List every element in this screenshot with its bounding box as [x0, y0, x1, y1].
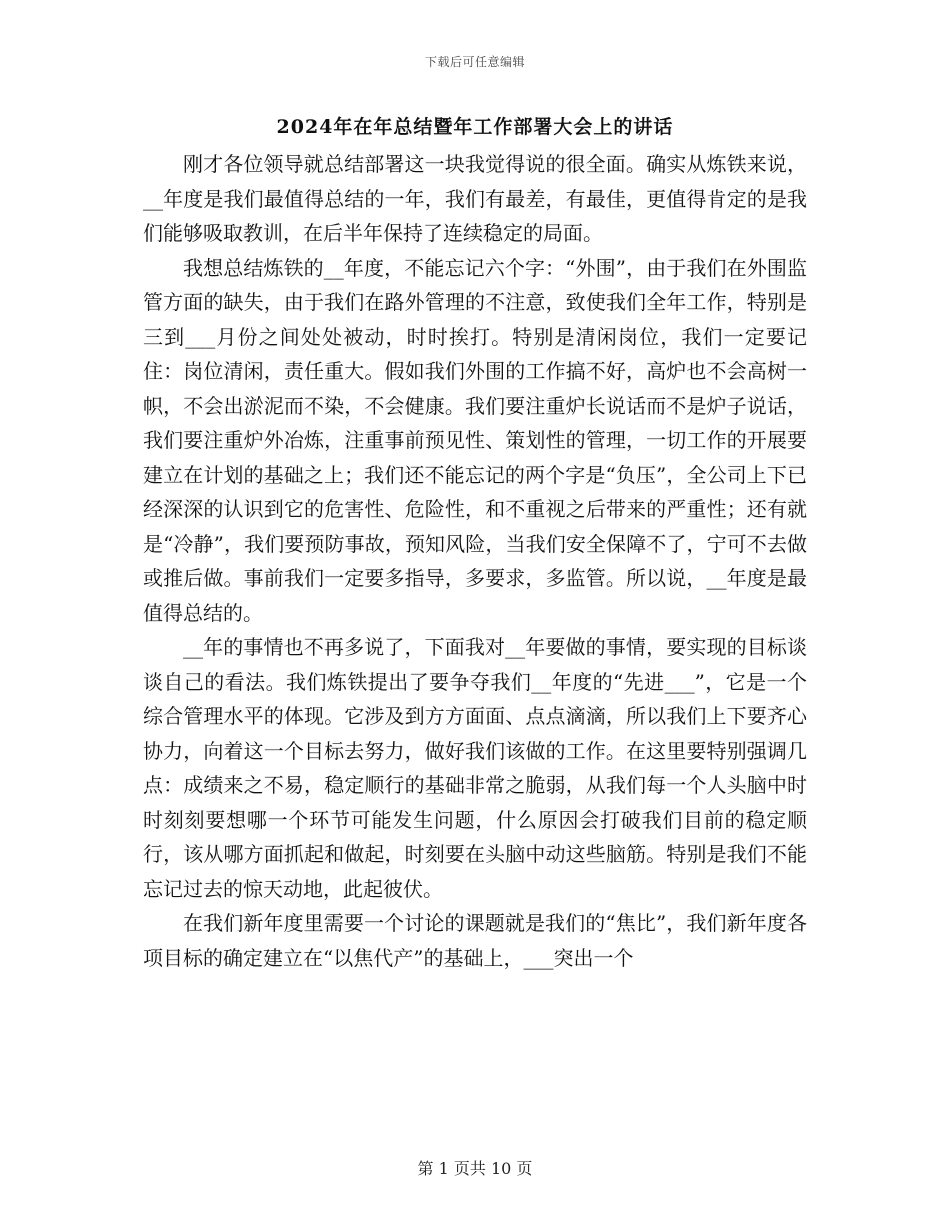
paragraph: __年的事情也不再多说了，下面我对__年要做的事情，要实现的目标谈谈自己的看法。我们炼铁提出了要争夺我们__年度的“先进___”，它是一个综合管理水平的体现。它涉及到方方面面、点点滴滴，所以我们上下要齐心协力，向着这一个目标去努力，做好我们该做的工作。在这里要特别强调几点：成绩来之不易，稳定顺行的基础非常之脆弱，从我们每一个人头脑中时时刻刻要想哪一个环节可能发生问题，什么原因会打破我们目前的稳定顺行，该从哪方面抓起和做起，时刻要在头脑中动这些脑筋。特别是我们不能忘记过去的惊天动地，此起彼伏。: [143, 635, 807, 901]
paragraph: 刚才各位领导就总结部署这一块我觉得说的很全面。确实从炼铁来说，__年度是我们最值得总结的一年，我们有最差，有最佳，更值得肯定的是我们能够吸取教训，在后半年保持了连续稳定的局面。: [143, 152, 807, 245]
paragraph: 在我们新年度里需要一个讨论的课题就是我们的“焦比”，我们新年度各项目标的确定建立在“以焦代产”的基础上，___突出一个: [143, 911, 807, 970]
document-title: 2024年在年总结暨年工作部署大会上的讲话: [276, 116, 674, 138]
header-note: 下载后可任意编辑: [424, 55, 525, 69]
page-number: 第 1 页共 10 页: [417, 1159, 533, 1178]
document-body: [143, 147, 807, 975]
paragraph: 我想总结炼铁的__年度，不能忘记六个字：“外围”，由于我们在外围监管方面的缺失，由于我们在路外管理的不注意，致使我们全年工作，特别是三到___月份之间处处被动，时时挨打。特别是清闲岗位，我们一定要记住：岗位清闲，责任重大。假如我们外围的工作搞不好，高炉也不会高树一帜，不会出淤泥而不染，不会健康。我们要注重炉长说话而不是炉子说话，我们要注重炉外冶炼，注重事前预见性、策划性的管理，一切工作的开展要建立在计划的基础之上；我们还不能忘记的两个字是“负压”，全公司上下已经深深的认识到它的危害性、危险性，和不重视之后带来的严重性；还有就是“冷静”，我们要预防事故，预知风险，当我们安全保障不了，宁可不去做或推后做。事前我们一定要多指导，多要求，多监管。所以说，__年度是最值得总结的。: [143, 255, 807, 625]
